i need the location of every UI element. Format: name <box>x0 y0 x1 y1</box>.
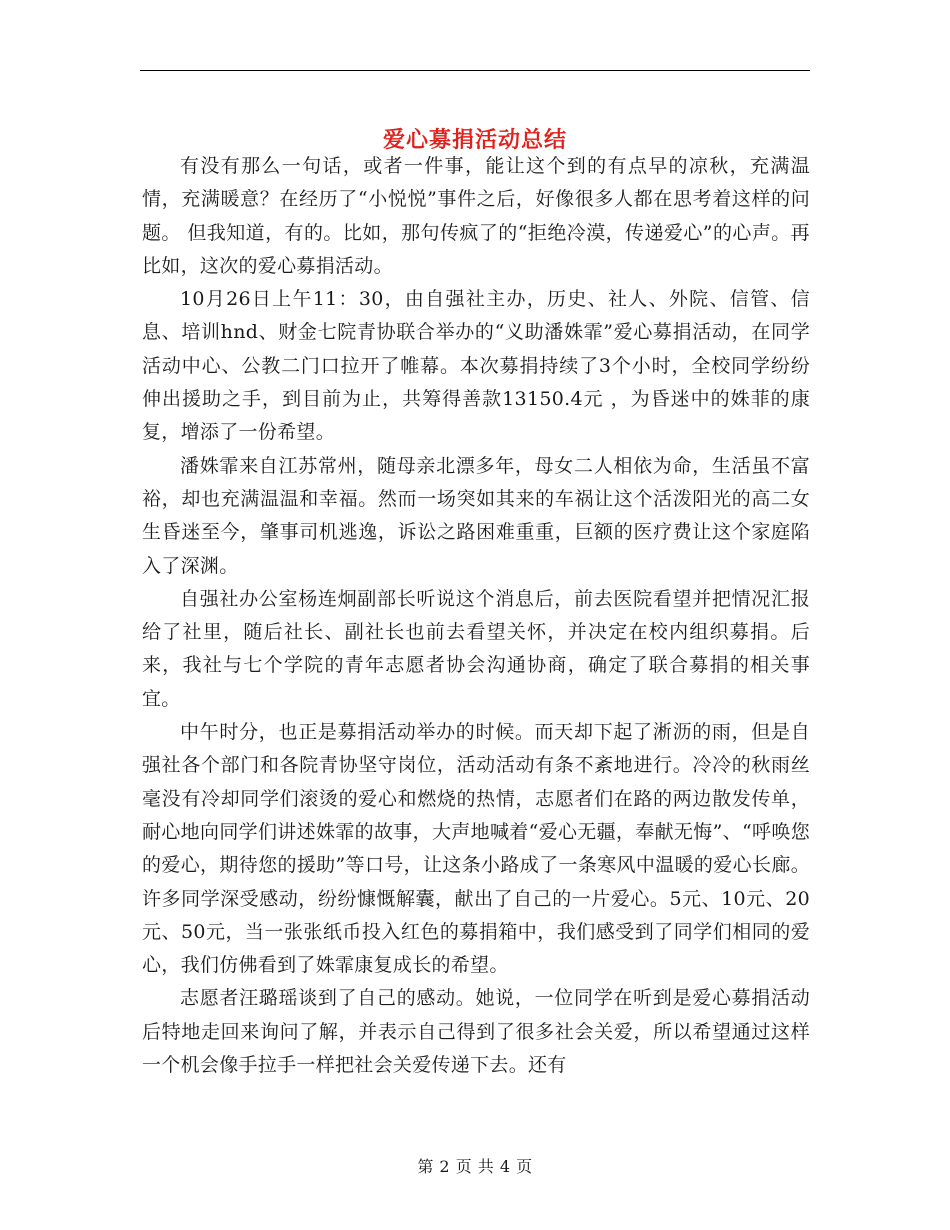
paragraph-2: 10月26日上午11：30，由自强社主办，历史、社人、外院、信管、信息、培训hnd、财金七院青协联合举办的“义助潘姝霏”爱心募捐活动，在同学活动中心、公教二门口拉开了帷幕。本次募捐持续了3个小时，全校同学纷纷伸出援助之手，到目前为止，共筹得善款13150.4元 ，为昏迷中的姝菲的康复，增添了一份希望。 <box>142 288 810 444</box>
document-body <box>142 150 810 1082</box>
paragraph-1: 有没有那么一句话，或者一件事，能让这个到的有点早的凉秋，充满温情，充满暖意？在经历了“小悦悦”事件之后，好像很多人都在思考着这样的问题。 但我知道，有的。比如，那句传疯了的“拒绝冷漠，传递爱心”的心声。再比如，这次的爱心募捐活动。 <box>142 155 810 277</box>
paragraph-4: 自强社办公室杨连炯副部长听说这个消息后，前去医院看望并把情况汇报给了社里，随后社长、副社长也前去看望关怀，并决定在校内组织募捐。后来，我社与七个学院的青年志愿者协会沟通协商，确定了联合募捐的相关事宜。 <box>142 587 810 710</box>
paragraph-3: 潘姝霏来自江苏常州，随母亲北漂多年，母女二人相依为命，生活虽不富裕，却也充满温温和幸福。然而一场突如其来的车祸让这个活泼阳光的高二女生昏迷至今，肇事司机逃逸，诉讼之路困难重重，巨额的医疗费让这个家庭陷入了深渊。 <box>142 454 810 577</box>
paragraph-6: 志愿者汪璐瑶谈到了自己的感动。她说，一位同学在听到是爱心募捐活动后特地走回来询问了解，并表示自己得到了很多社会关爱，所以希望通过这样一个机会像手拉手一样把社会关爱传递下去。还有 <box>142 987 810 1077</box>
document-title: 爱心募捐活动总结 <box>382 127 567 153</box>
page-number-footer: 第 2 页 共 4 页 <box>417 1157 533 1176</box>
header-rule <box>140 70 810 71</box>
paragraph-5: 中午时分，也正是募捐活动举办的时候。而天却下起了淅沥的雨，但是自强社各个部门和各院青协坚守岗位，活动活动有条不紊地进行。冷冷的秋雨丝毫没有冷却同学们滚烫的爱心和燃烧的热情，志愿者们在路的两边散发传单，耐心地向同学们讲述姝霏的故事，大声地喊着“爱心无疆，奉献无悔”、“呼唤您的爱心，期待您的援助”等口号，让这条小路成了一条寒风中温暖的爱心长廊。许多同学深受感动，纷纷慷慨解囊，献出了自己的一片爱心。5元、10元、20元、50元，当一张张纸币投入红色的募捐箱中，我们感受到了同学们相同的爱心，我们仿佛看到了姝霏康复成长的希望。 <box>142 721 810 977</box>
